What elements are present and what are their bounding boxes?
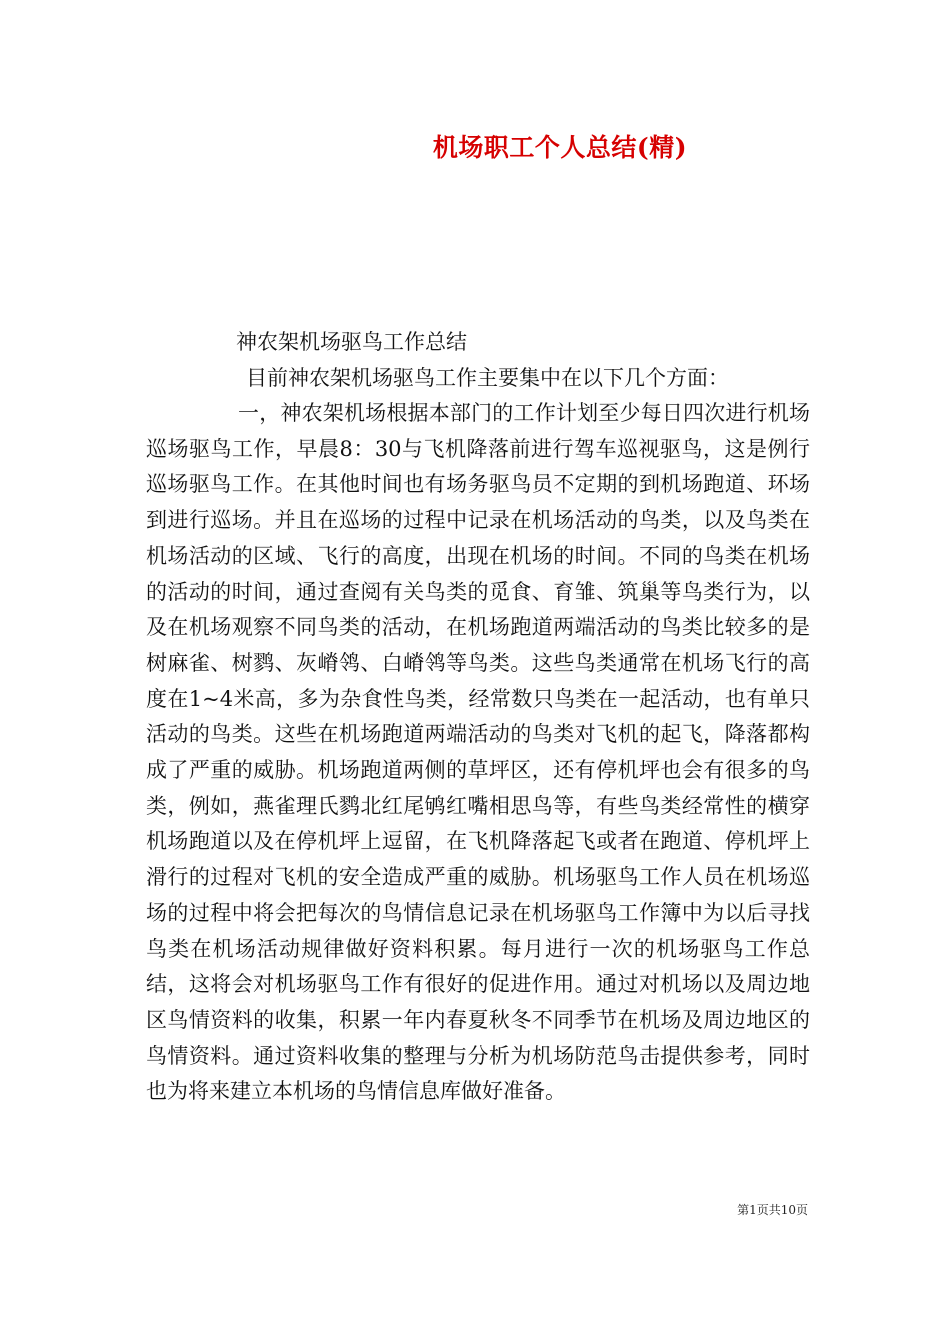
page-number: 第1页共10页 [737, 1203, 808, 1217]
document-title: 机场职工个人总结(精) [432, 133, 688, 162]
section-heading: 神农架机场驱鸟工作总结 [236, 330, 467, 354]
intro-line: 目前神农架机场驱鸟工作主要集中在以下几个方面： [246, 366, 729, 390]
body-paragraph: 一，神农架机场根据本部门的工作计划至少每日四次进行机场巡场驱鸟工作，早晨8：30与飞机降落前进行驾车巡视驱鸟，这是例行巡场驱鸟工作。在其他时间也有场务驱鸟员不定期的到机场跑道、环场到进行巡场。并且在巡场的过程中记录在机场活动的鸟类，以及鸟类在机场活动的区域、飞行的高度，出现在机场的时间。不同的鸟类在机场的活动的时间，通过查阅有关鸟类的觅食、育雏、筑巢等鸟类行为，以及在机场观察不同鸟类的活动，在机场跑道两端活动的鸟类比较多的是树麻雀、树鹨、灰嵴鸰、白嵴鸰等鸟类。这些鸟类通常在机场飞行的高度在1~4米高，多为杂食性鸟类，经常数只鸟类在一起活动，也有单只活动的鸟类。这些在机场跑道两端活动的鸟类对飞机的起飞，降落都构成了严重的威胁。机场跑道两侧的草坪区，还有停机坪也会有很多的鸟类，例如，燕雀理氏鹨北红尾鸲红嘴相思鸟等，有些鸟类经常性的横穿机场跑道以及在停机坪上逗留，在飞机降落起飞或者在跑道、停机坪上滑行的过程对飞机的安全造成严重的威胁。机场驱鸟工作人员在机场巡场的过程中将会把每次的鸟情信息记录在机场驱鸟工作簿中为以后寻找鸟类在机场活动规律做好资料积累。每月进行一次的机场驱鸟工作总结，这将会对机场驱鸟工作有很好的促进作用。通过对机场以及周边地区鸟情资料的收集，积累一年内春夏秋冬不同季节在机场及周边地区的鸟情资料。通过资料收集的整理与分析为机场防范鸟击提供参考，同时也为将来建立本机场的鸟情信息库做好准备。 [146, 401, 810, 1104]
